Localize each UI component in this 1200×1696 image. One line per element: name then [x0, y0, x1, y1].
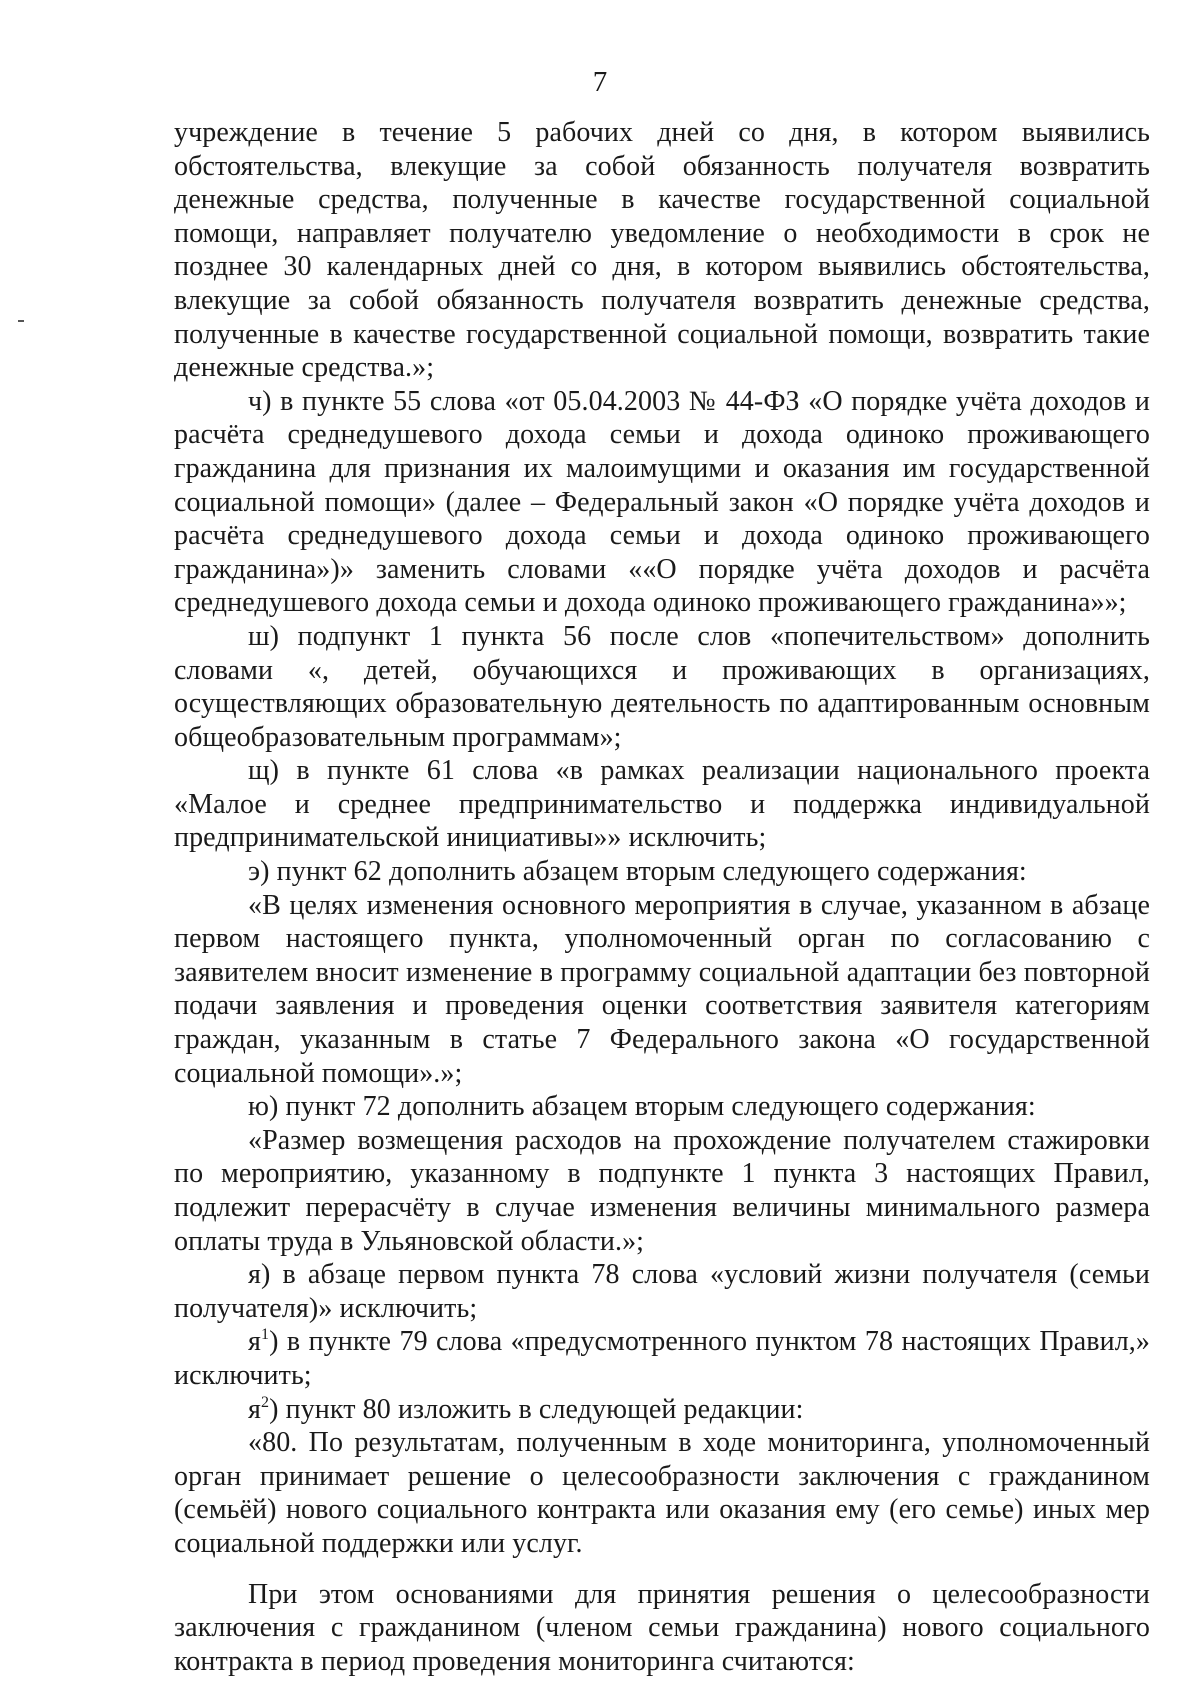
paragraph-continuation: учреждение в течение 5 рабочих дней со дня, в котором выявились обстоятельства, влекущие за собой обязанность получателя возвратить денежные средства, полученные в качестве государственной социальной помощи, направляет получателю уведомление о необходимости в срок не позднее 30 календарных дней со дня, в котором выявились обстоятельства, влекущие за собой обязанность получателя возвратить денежные средства, полученные в качестве государственной социальной помощи, возвратить такие денежные средства.»;	[174, 117, 1150, 384]
paragraph-quote-62: «В целях изменения основного мероприятия в случае, указанном в абзаце первом настоящего пункта, уполномоченный орган по согласованию с заявителем вносит изменение в программу социальной адаптации без повторной подачи заявления и проведения оценки соответствия заявителя категориям граждан, указанным в статье 7 Федерального закона «О государственной социальной помощи».»;	[174, 889, 1150, 1089]
paragraph-item-ya1	[174, 1325, 1150, 1392]
paragraph-item-sh: ш) подпункт 1 пункта 56 после слов «попечительством» дополнить словами «, детей, обучающихся и проживающих в организациях, осуществляющих образовательную деятельность по адаптированным основным общеобразовательным программам»;	[174, 620, 1150, 753]
item-text: ) пункт 80 изложить в следующей редакции:	[269, 1393, 804, 1425]
margin-mark	[18, 320, 24, 322]
item-superscript: 2	[260, 1393, 270, 1411]
item-letter: я	[248, 1393, 261, 1425]
paragraph-item-e: э) пункт 62 дополнить абзацем вторым следующего содержания:	[248, 856, 1027, 888]
paragraph-grounds: При этом основаниями для принятия решения о целесообразности заключения с гражданином (членом семьи гражданина) нового социального контракта в период проведения мониторинга считаются:	[174, 1578, 1150, 1677]
paragraph-item-yu: ю) пункт 72 дополнить абзацем вторым следующего содержания:	[248, 1091, 1036, 1123]
paragraph-item-ya2	[174, 1393, 1150, 1427]
paragraph-item-shch: щ) в пункте 61 слова «в рамках реализации национального проекта «Малое и среднее предпринимательство и поддержка индивидуальной предпринимательской инициативы»» исключить;	[174, 755, 1150, 854]
paragraph-quote-80: «80. По результатам, полученным в ходе мониторинга, уполномоченный орган принимает решение о целесообразности заключения с гражданином (семьёй) нового социального контракта или оказания ему (его семье) иных мер социальной поддержки или услуг.	[174, 1427, 1150, 1559]
item-letter: я	[248, 1326, 261, 1358]
item-superscript: 1	[260, 1326, 270, 1344]
page-number: 7	[592, 66, 608, 98]
document-body	[174, 116, 1150, 1678]
paragraph-quote-72: «Размер возмещения расходов на прохождение получателем стажировки по мероприятию, указанному в подпункте 1 пункта 3 настоящих Правил, подлежит перерасчёту в случае изменения величины минимального размера оплаты труда в Ульяновской области.»;	[174, 1124, 1150, 1257]
paragraph-item-ch: ч) в пункте 55 слова «от 05.04.2003 № 44-ФЗ «О порядке учёта доходов и расчёта среднедушевого дохода семьи и дохода одиноко проживающего гражданина для признания их малоимущими и оказания им государственной социальной помощи» (далее – Федеральный закон «О порядке учёта доходов и расчёта среднедушевого дохода семьи и дохода одиноко проживающего гражданина»)» заменить словами ««О порядке учёта доходов и расчёта среднедушевого дохода семьи и дохода одиноко проживающего гражданина»»;	[174, 385, 1150, 619]
paragraph-item-ya: я) в абзаце первом пункта 78 слова «условий жизни получателя (семьи получателя)» исключить;	[174, 1259, 1150, 1324]
item-text: ) в пункте 79 слова «предусмотренного пунктом 78 настоящих Правил,» исключить;	[174, 1326, 1150, 1391]
